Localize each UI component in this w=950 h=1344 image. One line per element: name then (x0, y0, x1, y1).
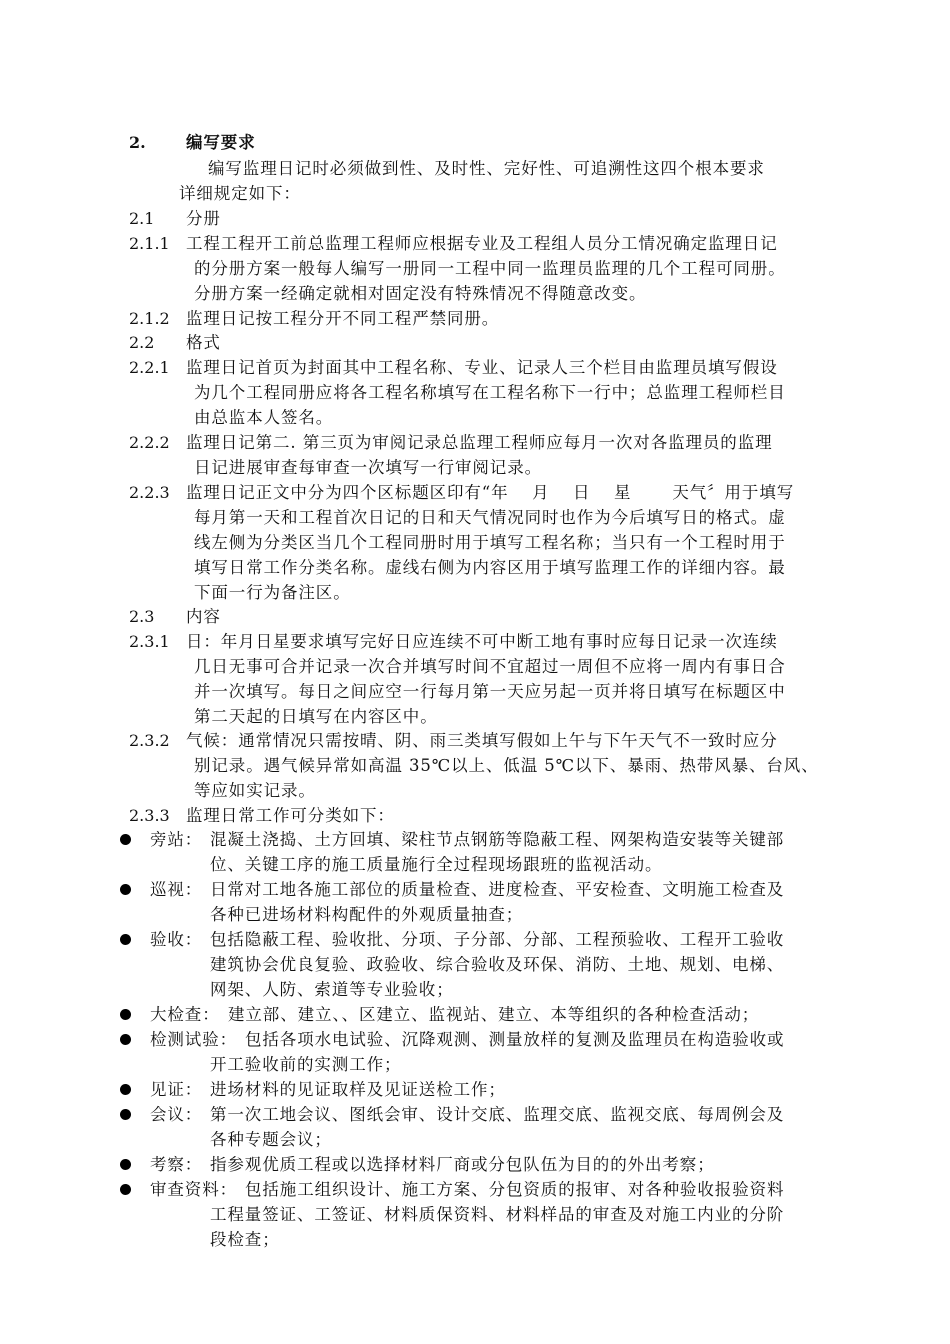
bullet-line: 位、关键工序的施工质量施行全过程现场跟班的监视活动。 (210, 855, 663, 874)
bullet-label: 会议： (150, 1105, 203, 1124)
bullet-line: 包括施工组织设计、施工方案、分包资质的报审、对各种验收报验资料 (245, 1180, 785, 1199)
bullet-line: 建立部、建立、、区建立、监视站、建立、本等组织的各种检查活动； (228, 1005, 760, 1024)
bullet-line: 包括各项水电试验、沉降观测、测量放样的复测及监理员在构造验收或 (245, 1030, 785, 1049)
item-line: 由总监本人签名。 (194, 408, 334, 427)
bullet-line: 日常对工地各施工部位的质量检查、进度检查、平安检查、文明施工检查及 (210, 880, 785, 899)
item-line: 几日无事可合并记录一次合并填写时间不宜超过一周但不应将一周内有事日合 (194, 657, 786, 676)
bullet-line: 段检查； (210, 1230, 280, 1249)
item-line: 别记录。遇气候异常如高温 35℃以上、低温 5℃以下、暴雨、热带风暴、台风、 (194, 756, 819, 775)
item-line: 并一次填写。每日之间应空一行每月第一天应另起一页并将日填写在标题区中 (194, 682, 786, 701)
bullet-icon (120, 934, 131, 945)
item-line: 工程工程开工前总监理工程师应根据专业及工程组人员分工情况确定监理日记 (186, 234, 778, 253)
item-line: 的分册方案一般每人编写一册同一工程中同一监理员监理的几个工程可同册。 (194, 259, 786, 278)
item-line: 第二天起的日填写在内容区中。 (194, 707, 438, 726)
item-line: 日记进展审查每审查一次填写一行审阅记录。 (194, 458, 542, 477)
item-line: 监理日记首页为封面其中工程名称、专业、记录人三个栏目由监理员填写假设 (186, 358, 778, 377)
bullet-line: 工程量签证、工签证、材料质保资料、材料样品的审查及对施工内业的分阶 (210, 1205, 785, 1224)
item-number: 2.3 (129, 607, 155, 626)
item-number: 2.2 (129, 333, 155, 352)
bullet-label: 验收： (150, 930, 203, 949)
item-number: 2.2.3 (129, 483, 170, 502)
bullet-line: 建筑协会优良复验、政验收、综合验收及环保、消防、土地、规划、电梯、 (210, 955, 785, 974)
bullet-line: 开工验收前的实测工作； (210, 1055, 402, 1074)
intro-line: 详细规定如下： (179, 184, 301, 203)
bullet-label: 巡视： (150, 880, 203, 899)
item-line: 监理日记按工程分开不同工程严禁同册。 (186, 309, 500, 328)
bullet-label: 见证： (150, 1080, 203, 1099)
item-line: 分册方案一经确定就相对固定没有特殊情况不得随意改变。 (194, 284, 647, 303)
item-line: 监理日常工作可分类如下： (186, 806, 395, 825)
item-number: 2.3.1 (129, 632, 170, 651)
bullet-label: 审查资料： (150, 1180, 237, 1199)
item-line: 等应如实记录。 (194, 781, 316, 800)
bullet-icon (120, 1159, 131, 1170)
bullet-line: 指参观优质工程或以选择材料厂商或分包队伍为目的的外出考察； (210, 1155, 715, 1174)
bullet-label: 检测试验： (150, 1030, 237, 1049)
bullet-icon (120, 1009, 131, 1020)
bullet-icon (120, 1034, 131, 1045)
item-number: 2.1.2 (129, 309, 170, 328)
bullet-icon (120, 1184, 131, 1195)
item-number: 2.3.3 (129, 806, 170, 825)
item-line: 线左侧为分类区当几个工程同册时用于填写工程名称；当只有一个工程时用于 (194, 533, 786, 552)
item-number: 2.2.1 (129, 358, 170, 377)
item-line: 日：年月日星要求填写完好日应连续不可中断工地有事时应每日记录一次连续 (186, 632, 778, 651)
item-line: 监理日记正文中分为四个区标题区印有“年 月 日 星 天气〞用于填写 (186, 483, 795, 502)
item-line: 气候：通常情况只需按晴、阴、雨三类填写假如上午与下午天气不一致时应分 (186, 731, 778, 750)
bullet-icon (120, 1109, 131, 1120)
bullet-label: 大检查： (150, 1005, 220, 1024)
bullet-label: 考察： (150, 1155, 203, 1174)
intro-line: 编写监理日记时必须做到性、及时性、完好性、可追溯性这四个根本要求 (208, 159, 765, 178)
bullet-icon (120, 834, 131, 845)
bullet-line: 包括隐蔽工程、验收批、分项、子分部、分部、工程预验收、工程开工验收 (210, 930, 785, 949)
bullet-label: 旁站： (150, 830, 203, 849)
item-line: 下面一行为备注区。 (194, 583, 351, 602)
item-heading: 格式 (186, 333, 221, 352)
item-heading: 分册 (186, 209, 221, 228)
section-title: 编写要求 (186, 133, 256, 152)
bullet-line: 混凝土浇捣、土方回填、梁柱节点钢筋等隐蔽工程、网架构造安装等关键部 (210, 830, 785, 849)
item-number: 2.1 (129, 209, 155, 228)
item-line: 每月第一天和工程首次日记的日和天气情况同时也作为今后填写日的格式。虚 (194, 508, 786, 527)
section-number: 2. (129, 133, 146, 152)
bullet-line: 网架、人防、索道等专业验收； (210, 980, 454, 999)
item-number: 2.2.2 (129, 433, 170, 452)
bullet-icon (120, 884, 131, 895)
item-line: 监理日记第二. 第三页为审阅记录总监理工程师应每月一次对各监理员的监理 (186, 433, 773, 452)
bullet-line: 进场材料的见证取样及见证送检工作； (210, 1080, 506, 1099)
item-line: 为几个工程同册应将各工程名称填写在工程名称下一行中；总监理工程师栏目 (194, 383, 786, 402)
item-number: 2.3.2 (129, 731, 170, 750)
bullet-line: 各种已进场材料构配件的外观质量抽查； (210, 905, 524, 924)
bullet-icon (120, 1084, 131, 1095)
item-line: 填写日常工作分类名称。虚线右侧为内容区用于填写监理工作的详细内容。最 (194, 558, 786, 577)
bullet-line: 各种专题会议； (210, 1130, 332, 1149)
item-number: 2.1.1 (129, 234, 170, 253)
item-heading: 内容 (186, 607, 221, 626)
bullet-line: 第一次工地会议、图纸会审、设计交底、监理交底、监视交底、每周例会及 (210, 1105, 785, 1124)
